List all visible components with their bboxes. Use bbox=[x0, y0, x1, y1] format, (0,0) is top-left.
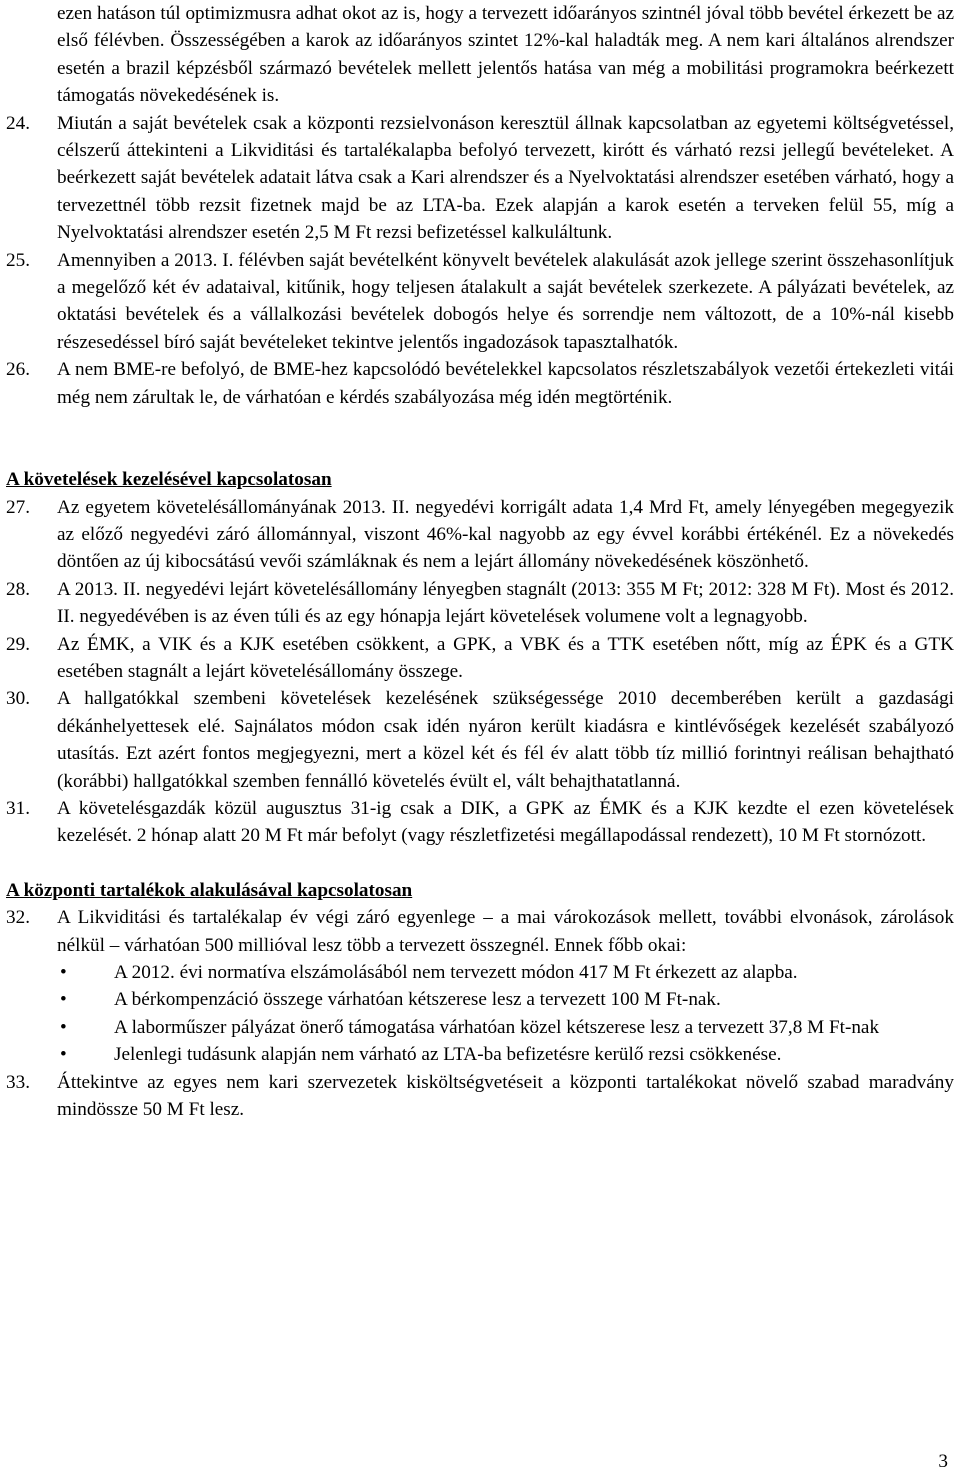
bullet-text: A laborműszer pályázat önerő támogatása várhatóan közel kétszerese lesz a tervezett 37,8 M Ft-nak bbox=[114, 1016, 880, 1038]
list-item-27 bbox=[6, 494, 954, 576]
spacer bbox=[6, 850, 954, 877]
bullet-item bbox=[6, 986, 954, 1013]
list-item-32 bbox=[6, 904, 954, 959]
continued-paragraph: ezen hatáson túl optimizmusra adhat okot az is, hogy a tervezett időarányos szintnél jóval több bevétel érkezett be az első félévben. Összességében a karok az időarányos szintet 12%-kal haladták meg. A nem kari általános alrendszer esetén a brazil képzésből származó bevételek mellett jelentős hatása van még a mobilitási programokra beérkezett támogatás növekedésének is. bbox=[57, 3, 954, 107]
bullet-text: A 2012. évi normatíva elszámolásából nem tervezett módon 417 M Ft érkezett az alapba. bbox=[114, 962, 798, 983]
item-number: 27. bbox=[6, 496, 30, 518]
item-text: A Likviditási és tartalékalap év végi záró egyenlege – a mai várokozások mellett, további elvonások, zárolások nélkül – várhatóan 500 millióval lesz több a tervezett összegnél. Ennek főbb okai: bbox=[57, 907, 954, 956]
bullet-marker: • bbox=[60, 1016, 67, 1038]
spacer bbox=[6, 411, 954, 466]
bullet-item bbox=[6, 959, 954, 986]
bullet-marker: • bbox=[60, 989, 67, 1011]
list-item-30 bbox=[6, 685, 954, 795]
item-text: A követelésgazdák közül augusztus 31-ig csak a DIK, a GPK az ÉMK és a KJK kezdte el ezen követelések kezelését. 2 hónap alatt 20 M Ft már befolyt (vagy részletfizetési megállapodással rendezett), 10 M Ft stornózott. bbox=[57, 797, 954, 847]
bullet-marker: • bbox=[60, 962, 67, 983]
item-text: A nem BME-re befolyó, de BME-hez kapcsolódó bevételekkel kapcsolatos részletszabályok vezetői értekezleti vitái még nem zárultak le, de várhatóan e kérdés szabályozása még idén megtörténik. bbox=[57, 359, 954, 408]
bullet-text: Jelenlegi tudásunk alapján nem várható az LTA-ba befizetésre kerülő rezsi csökkenése. bbox=[114, 1044, 782, 1066]
list-item-28 bbox=[6, 576, 954, 631]
list-item-29 bbox=[6, 631, 954, 686]
bullet-text: A bérkompenzáció összege várhatóan kétszerese lesz a tervezett 100 M Ft-nak. bbox=[114, 989, 721, 1011]
item-number: 31. bbox=[6, 797, 30, 819]
list-item-26 bbox=[6, 356, 954, 411]
item-number: 33. bbox=[6, 1071, 30, 1093]
item-number: 32. bbox=[6, 907, 30, 929]
bullet-list bbox=[6, 959, 954, 1069]
section-heading-reserves: A központi tartalékok alakulásával kapcsolatosan bbox=[6, 879, 413, 901]
bullet-marker: • bbox=[60, 1044, 67, 1066]
document-page bbox=[6, 0, 954, 1123]
item-text: Amennyiben a 2013. I. félévben saját bevételként könyvelt bevételek alakulását azok jellege szerint összehasonlítjuk a megelőző két év adataival, kitűnik, hogy teljesen átalakult a saját bevételek szerkezete. A pályázati bevételek, az oktatási bevételek és a vállalkozási bevételek dobogós helye és sorrendje nem változott, de a 10%-nál kisebb részesedéssel bíró saját bevételeket tekintve jelentős ingadozások tapasztalhatók. bbox=[57, 249, 954, 353]
list-item-25 bbox=[6, 247, 954, 357]
item-number: 25. bbox=[6, 249, 30, 271]
bullet-item bbox=[6, 1041, 954, 1068]
list-item-24 bbox=[6, 110, 954, 247]
item-number: 26. bbox=[6, 359, 30, 381]
list-item-31 bbox=[6, 795, 954, 850]
list-item-33 bbox=[6, 1069, 954, 1124]
item-text: Az ÉMK, a VIK és a KJK esetében csökkent, a GPK, a VBK és a TTK esetében nőtt, míg az ÉPK és a GTK esetében stagnált a lejárt követelésállomány összege. bbox=[57, 633, 954, 682]
bullet-item bbox=[6, 1014, 954, 1041]
section-heading-receivables: A követelések kezelésével kapcsolatosan bbox=[6, 469, 332, 491]
item-text: Áttekintve az egyes nem kari szervezetek kisköltségvetéseit a központi tartalékokat növelő szabad maradvány mindössze 50 M Ft lesz. bbox=[57, 1071, 954, 1121]
item-number: 30. bbox=[6, 688, 30, 710]
item-number: 29. bbox=[6, 633, 30, 655]
item-text: Miután a saját bevételek csak a központi rezsielvonáson keresztül állnak kapcsolatban az egyetemi költségvetéssel, célszerű áttekinteni a Likviditási és tartalékalapba befolyó tervezett, kirótt és várható rezsi jellegű bevételeket. A beérkezett saját bevételek adatait látva csak a Kari alrendszer és a Nyelvoktatási alrendszer esetében várható, hogy a tervezettnél több rezsit fizetnek majd be az LTA-ba. Ezek alapján a karok esetén a terveken felül 55, míg a Nyelvoktatási alrendszer esetén 2,5 M Ft rezsi befizetéssel kalkuláltunk. bbox=[57, 112, 954, 244]
page-number: 3 bbox=[938, 1451, 948, 1472]
item-text: A 2013. II. negyedévi lejárt követelésállomány lényegben stagnált (2013: 355 M Ft; 2012: 328 M Ft). Most és 2012. II. negyedévében is az éven túli és az egy hónapja lejárt követelések volumene volt a legnagyobb. bbox=[57, 578, 954, 628]
item-text: Az egyetem követelésállományának 2013. II. negyedévi korrigált adata 1,4 Mrd Ft, amely lényegében megegyezik az előző negyedévi záró állománnyal, viszont 46%-kal nagyobb az egy évvel korábbi értékénél. Ez a növekedés döntően az új kibocsátású vevői számláknak és nem a lejárt állomány növekedésének köszönhető. bbox=[57, 496, 954, 573]
item-number: 24. bbox=[6, 112, 30, 134]
item-text: A hallgatókkal szembeni követelések kezelésének szükségessége 2010 decemberében került a gazdasági dékánhelyettesek elé. Sajnálatos módon csak idén nyáron került kiadásra e kintlévőségek kezelését szabályozó utasítás. Ezt azért fontos megjegyezni, mert a közel két és fél év alatt több tíz millió forintnyi reálisan behajtható (korábbi) hallgatókkal szemben fennálló követelés évült el, vált behajthatatlanná. bbox=[57, 688, 954, 792]
item-number: 28. bbox=[6, 578, 30, 600]
